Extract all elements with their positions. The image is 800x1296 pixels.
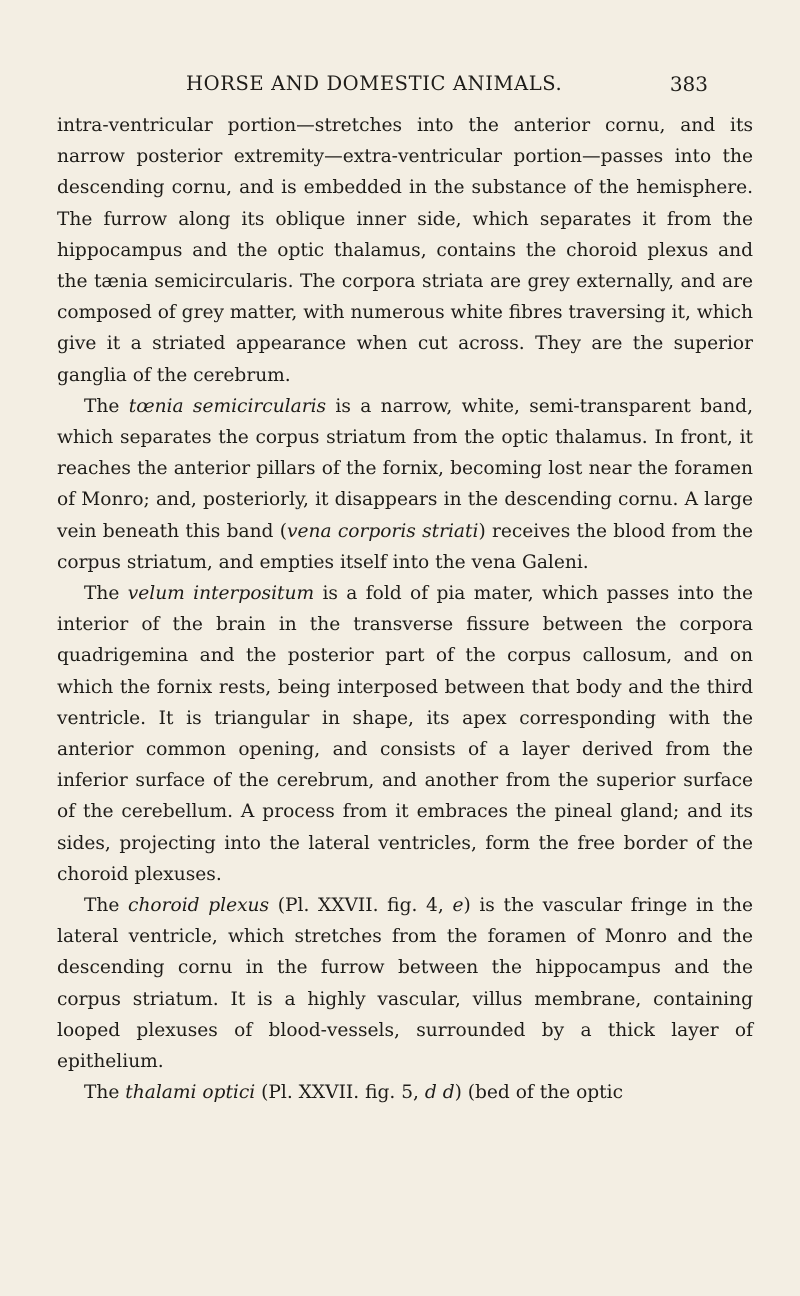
italic-term: choroid plexus	[128, 895, 270, 917]
paragraph-text: is a fold of pia mater, which passes into the interior of the brain in the transverse fissure between the corpora quadrigemina and the posterior part of the corpus callosum, and on which the fornix rests, being interposed between that body and the third ventricle. It is triangular in shape, its apex corresponding with the anterior common opening, and consists of a layer derived from the inferior surface of the cerebrum, and another from the superior surface of the cerebellum. A process from it embraces the pineal gland; and its sides, projecting into the lateral ventricles, form the free border of the choroid plexuses.	[57, 583, 753, 885]
italic-term: vena corporis striati	[287, 520, 479, 542]
paragraph-corpora-striata	[57, 110, 753, 391]
page-header	[0, 72, 800, 106]
paragraph-text: intra-ventricular portion—stretches into the anterior cornu, and its narrow posterior extremity—extra-ventricular portion—passes into the descending cornu, and is embedded in the substance of the hemisphere. The furrow along its oblique inner side, which separates it from the hippocampus and the optic thalamus, contains the choroid plexus and the tænia semicircularis. The corpora striata are grey externally, and are composed of grey matter, with numerous white fibres traversing it, which give it a striated appearance when cut across. They are the superior ganglia of the cerebrum.	[57, 115, 753, 386]
plate-reference: (Pl. XXVII. fig. 4,	[269, 895, 453, 917]
italic-term: tœnia semicircularis	[128, 395, 327, 417]
paragraph-lead: The	[84, 583, 128, 605]
italic-term: velum interpositum	[127, 583, 315, 605]
plate-reference: (Pl. XXVII. fig. 5,	[255, 1082, 425, 1104]
italic-term: thalami optici	[125, 1082, 256, 1104]
figure-letter: e	[452, 895, 464, 917]
paragraph-lead: The	[84, 395, 129, 417]
body-text	[57, 110, 753, 1109]
paragraph-velum-interpositum	[57, 578, 753, 890]
figure-letter: d d	[424, 1082, 455, 1104]
paragraph-text: ) receives the blood from the corpus striatum, and empties itself into the vena Galeni.	[57, 520, 753, 573]
paragraph-taenia-semicircularis	[57, 391, 753, 578]
page-number: 383	[669, 72, 708, 96]
paragraph-text: is a narrow, white, semi-transparent band, which separates the corpus striatum from the optic thalamus. In front, it reaches the anterior pillars of the fornix, becoming lost near the foramen of Monro; and, posteriorly, it disappears in the descending cornu. A large vein beneath this band (	[57, 395, 753, 542]
paragraph-text: ) (bed of the optic	[454, 1082, 624, 1104]
paragraph-lead: The	[84, 1082, 126, 1104]
running-head: HORSE AND DOMESTIC ANIMALS.	[186, 72, 563, 95]
paragraph-choroid-plexus	[57, 890, 753, 1077]
paragraph-thalami-optici	[57, 1077, 753, 1108]
paragraph-lead: The	[84, 895, 129, 917]
paragraph-text: ) is the vascular fringe in the lateral ventricle, which stretches from the foramen of Monro and the descending cornu in the furrow between the hippocampus and the corpus striatum. It is a highly vascular, villus membrane, containing looped plexuses of blood-vessels, surrounded by a thick layer of epithelium.	[57, 895, 753, 1073]
